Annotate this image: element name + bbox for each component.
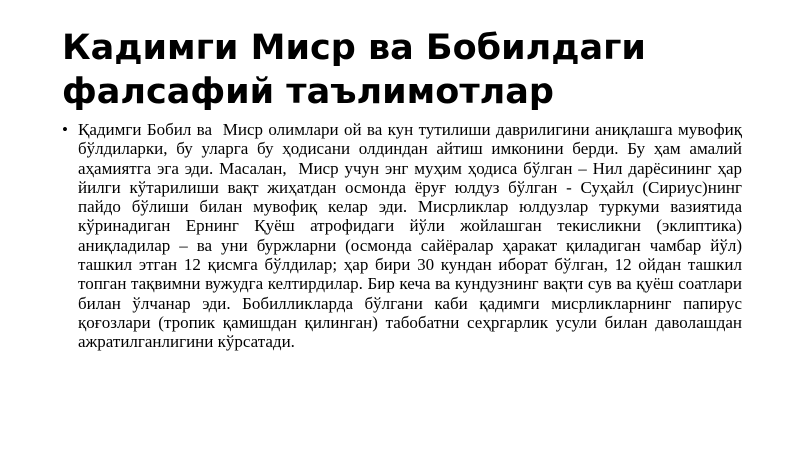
slide-title [62, 26, 762, 114]
slide-title-line-1: Кадимги Миср ва Бобилдаги [62, 28, 646, 68]
slide-body [62, 120, 747, 352]
body-paragraph: Қадимги Бобил ва Миср олимлари ой ва кун тутилиши даврилигини аниқлашга мувофиқ бўлдиларки, бу уларга бу ҳодисани олдиндан айтиш имконини берди. Бу ҳам амалий аҳамиятга эга эди. Масалан, Миср учун энг муҳим ҳодиса бўлган – Нил дарёсининг ҳар йилги кўтарилиши вақт жиҳатдан осмонда ёруғ юлдуз бўлган - Суҳайл (Сириус)нинг пайдо бўлиши билан мувофиқ келар эди. Мисрликлар юлдузлар туркуми вазиятида кўринадиган Ернинг Қуёш атрофидаги йўли жойлашган текисликни (эклиптика) аниқладилар – ва уни буржларни (осмонда сайёралар ҳаракат қиладиган чамбар йўл) ташкил этган 12 қисмга бўлдилар; ҳар бири 30 кундан иборат бўлган, 12 ойдан ташкил топган тақвимни вужудга келтирдилар. Бир кеча ва кундузнинг вақти сув ва қуёш соатлари билан ўлчанар эди. Бобилликларда бўлгани каби қадимги мисрликларнинг папирус қоғозлари (тропик қамишдан қилинган) табобатни сеҳргарлик усули билан даволашдан ажратилганлигини кўрсатади. [78, 120, 747, 352]
slide-title-line-2: фалсафий таълимотлар [62, 72, 554, 112]
bullet-marker: • [62, 120, 68, 139]
